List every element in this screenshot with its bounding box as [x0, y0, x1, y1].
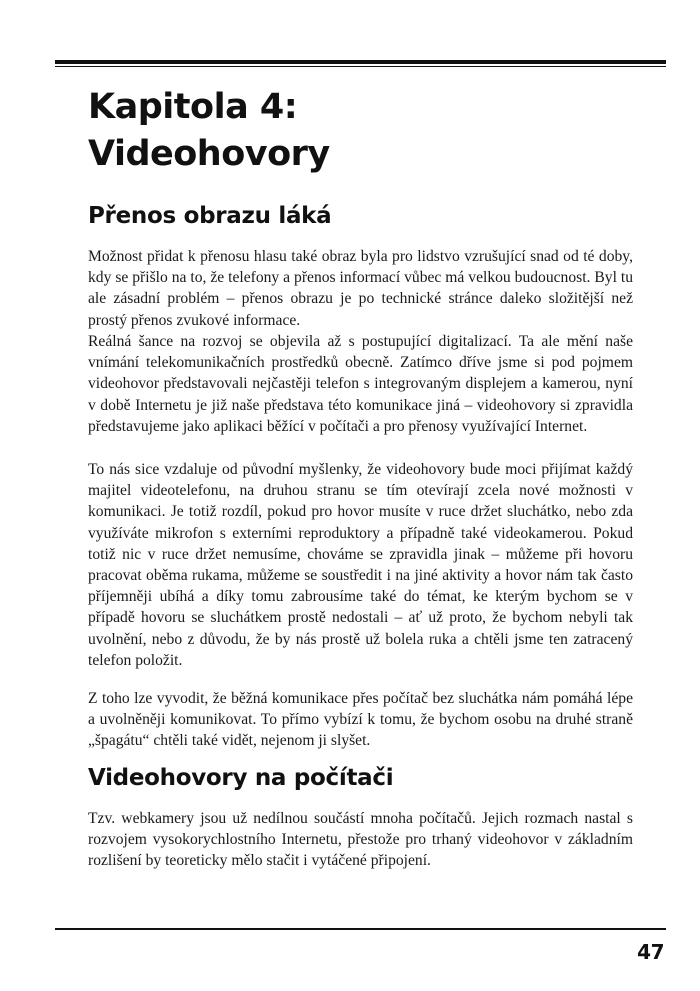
paragraph: Tzv. webkamery jsou už nedílnou součástí mnoha počítačů. Jejich rozmach nastal s rozvojem vysokorychlostního Internetu, přestože pro trhaný videohovor v základním rozlišení by teoreticky mělo stačit i vytáčené připojení.	[88, 810, 633, 870]
section-heading: Přenos obrazu láká	[88, 203, 332, 229]
paragraph: Z toho lze vyvodit, že běžná komunikace přes počítač bez sluchátka nám pomáhá lépe a uvolněněji komunikovat. To přímo vybízí k tomu, že bychom osobu na druhé straně „špagátu“ chtěli také vidět, nejenom ji slyšet.	[88, 690, 633, 750]
chapter-title-line-1: Kapitola 4:	[88, 87, 298, 127]
chapter-title-line-2: Videohovory	[88, 134, 330, 174]
paragraph: Reálná šance na rozvoj se objevila až s postupující digitalizací. Ta ale mění naše vnímání telekomunikačních prostředků obecně. Zatímco dříve jsme si pod pojmem videohovor představovali nejčastěji telefon s integrovaným displejem a kamerou, nyní v době Internetu je již naše představa této komunikace jiná – videohovory si zpravidla představujeme jako aplikaci běžící v počítači a pro přenosy využívající Internet.	[88, 333, 633, 435]
paragraph: Možnost přidat k přenosu hlasu také obraz byla pro lidstvo vzrušující snad od té doby, kdy se přišlo na to, že telefony a přenos informací vůbec má velkou budoucnost. Byl tu ale zásadní problém – přenos obrazu je po technické stránce daleko složitější než prostý přenos zvukové informace.	[88, 248, 633, 329]
page-number: 47	[637, 940, 664, 964]
bottom-rule	[55, 928, 666, 930]
top-rule-thin	[55, 66, 666, 67]
paragraph: To nás sice vzdaluje od původní myšlenky, že videohovory bude moci přijímat každý majitel videotelefonu, na druhou stranu se tím otevírají zcela nové možnosti v komunikaci. Je totiž rozdíl, pokud pro hovor musíte v ruce držet sluchátko, nebo zda využíváte mikrofon s externími reproduktory a případně také videokamerou. Pokud totiž nic v ruce držet nemusíme, chováme se zpravidla jinak – můžeme při hovoru pracovat oběma rukama, můžeme se soustředit i na jiné aktivity a hovor nám tak často příjemněji ubíhá a díky tomu zabrousíme také do témat, ke kterým bychom se v případě hovoru se sluchátkem prostě nedostali – ať už proto, že bychom nebyli tak uvolnění, nebo z důvodu, že by nás prostě už bolela ruka a chtěli jsme ten zatracený telefon položit.	[88, 461, 633, 669]
top-rule-thick	[55, 60, 666, 64]
section-heading: Videohovory na počítači	[88, 765, 394, 791]
chapter-title	[88, 84, 648, 178]
